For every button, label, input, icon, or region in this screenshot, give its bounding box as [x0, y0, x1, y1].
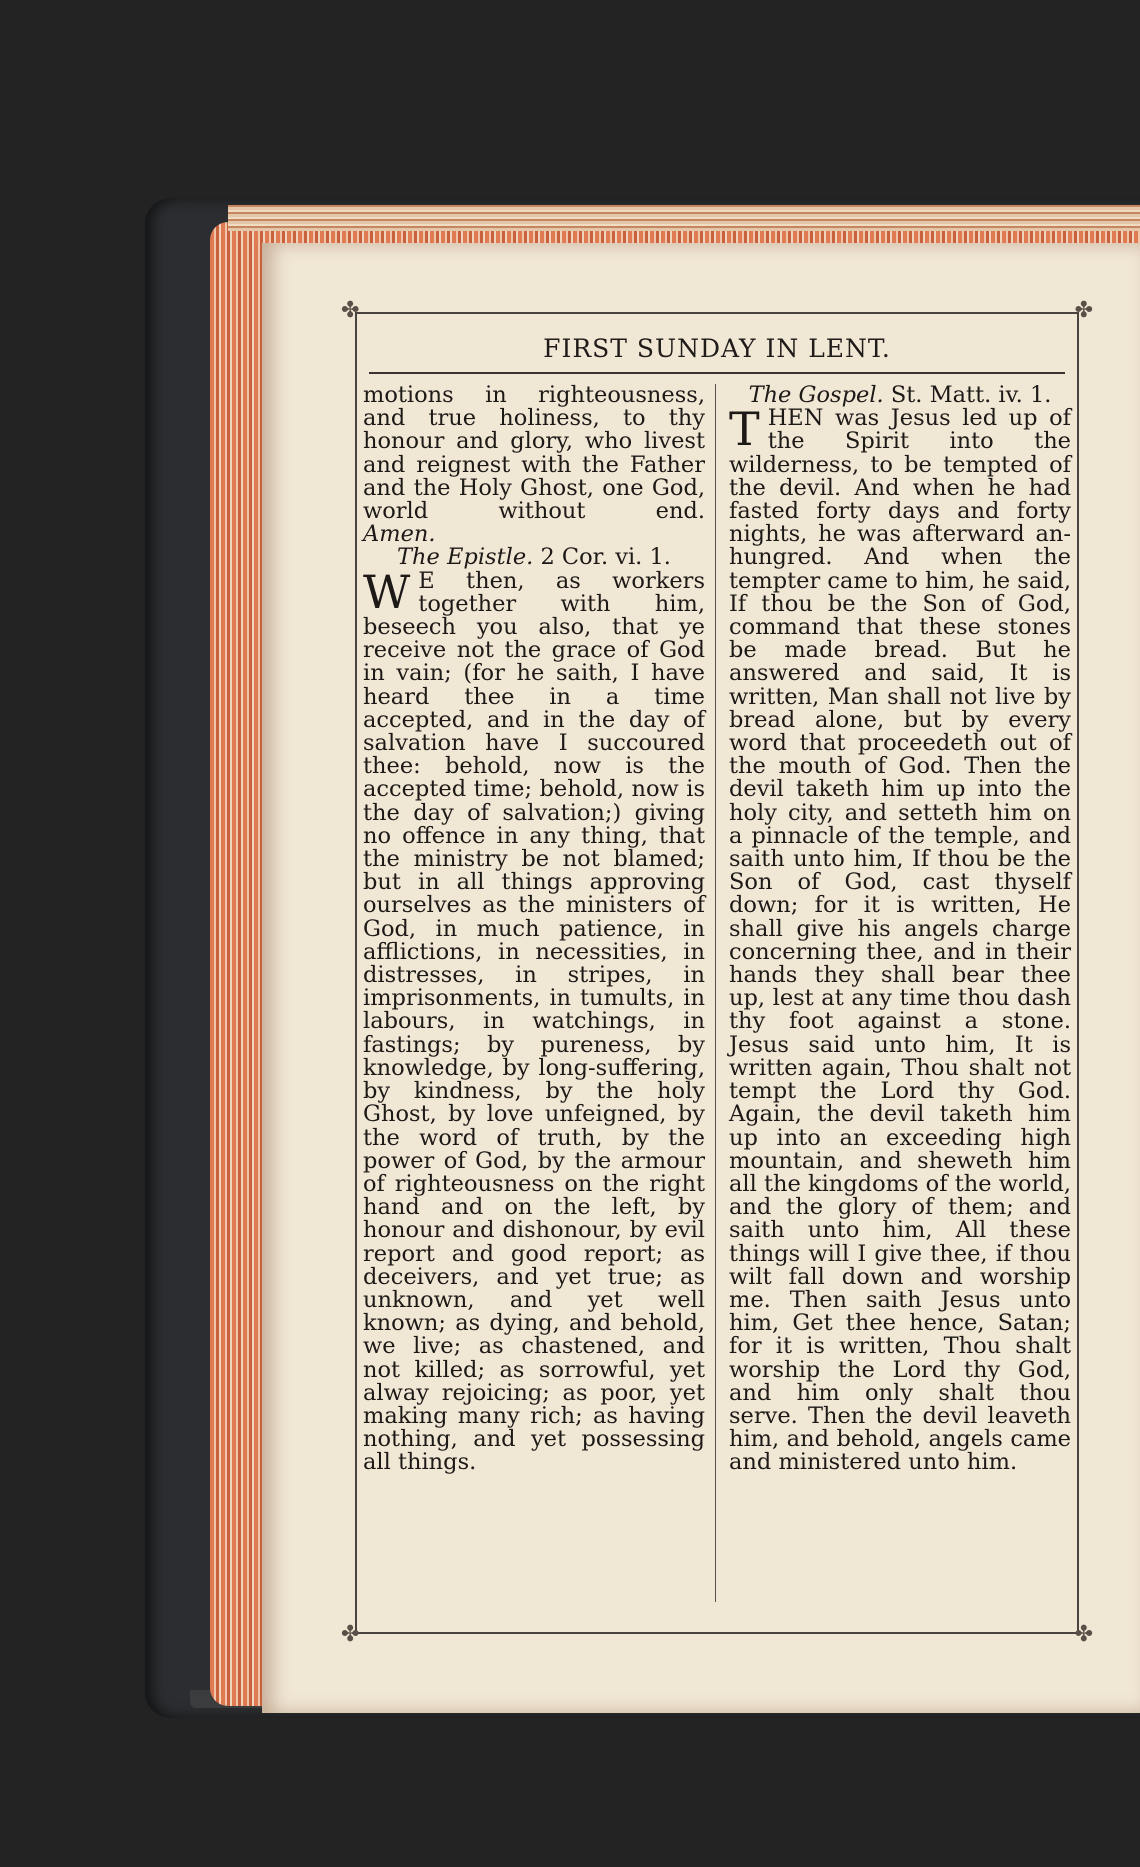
running-head: FIRST SUNDAY IN LENT. — [543, 334, 891, 363]
page-edges-top — [228, 205, 1140, 231]
amen-text: Amen. — [363, 521, 436, 548]
ornament-icon: ✤ — [341, 298, 360, 323]
head-rule — [369, 372, 1065, 374]
epistle-label: The Epistle. — [397, 544, 534, 571]
left-column — [363, 384, 705, 1475]
gospel-label: The Gospel. — [748, 382, 884, 408]
right-column — [729, 384, 1071, 1475]
ornament-icon: ✤ — [341, 1622, 360, 1647]
gospel-text: HEN was Jesus led up of the Spirit into the wilderness, to be tempted of the devil. And when he had fasted forty days and forty nights, he was afterward an-hungred. And when the tempter came to him, he said, If thou be the Son of God, command that these stones be made bread. But he answered and said, It is written, Man shall not live by bread alone, but by every word that proceedeth out of the mouth of God. Then the devil taketh him up into the holy city, and setteth him on a pinnacle of the temple, and saith unto him, If thou be the Son of God, cast thyself down; for it is written, He shall give his angels charge concerning thee, and in their hands they shall bear thee up, lest at any time thou dash thy foot against a stone. Jesus said unto him, It is written again, Thou shalt not tempt the Lord thy God. Again, the devil taketh him up into an exceeding high mountain, and sheweth him all the kingdoms of the world, and the glory of them; and saith unto him, All these things will I give thee, if thou wilt fall down and worship me. Then saith Jesus unto him, Get thee hence, Satan; for it is written, Thou shalt worship the Lord thy God, and him only shalt thou serve. Then the devil leaveth him, and behold, angels came and ministered unto him. — [729, 405, 1072, 1476]
gospel-dropcap: T — [729, 402, 760, 457]
ornament-icon: ✤ — [1074, 1622, 1093, 1647]
epistle-reference: 2 Cor. vi. 1. — [540, 544, 671, 571]
epistle-body — [363, 564, 705, 1476]
column-divider — [715, 384, 716, 1602]
epistle-heading — [363, 546, 705, 569]
collect-continuation: motions in righteousness, and true holiness, to thy honour and glory, who livest and reignest with the Father and the Holy Ghost, one God, world without end. — [363, 382, 705, 525]
gospel-body — [729, 402, 1072, 1476]
gospel-heading — [729, 384, 1071, 407]
ornament-icon: ✤ — [1074, 298, 1093, 323]
epistle-text: E then, as workers together with him, beseech you also, that ye receive not the grace of God in vain; (for he saith, I have heard thee in a time accepted, and in the day of salvation have I succoured thee: behold, now is the accepted time; behold, now is the day of salvation;) giving no offence in any thing, that the ministry be not blamed; but in all things approving ourselves as the ministers of God, in much patience, in afflictions, in necessities, in distresses, in stripes, in imprisonments, in tumults, in labours, in watchings, in fastings; by pureness, by knowledge, by long-suffering, by kindness, by the holy Ghost, by love unfeigned, by the word of truth, by the power of God, by the armour of righteousness on the right hand and on the left, by honour and dishonour, by evil report and good report; as deceivers, and yet true; as unknown, and yet well known; as dying, and behold, we live; as chastened, and not killed; as sorrowful, yet alway rejoicing; as poor, yet making many rich; as having nothing, and yet possessing all things. — [363, 567, 705, 1476]
gospel-reference: St. Matt. iv. 1. — [890, 382, 1052, 408]
epistle-dropcap: W — [363, 564, 411, 619]
printed-frame — [341, 298, 1093, 1647]
